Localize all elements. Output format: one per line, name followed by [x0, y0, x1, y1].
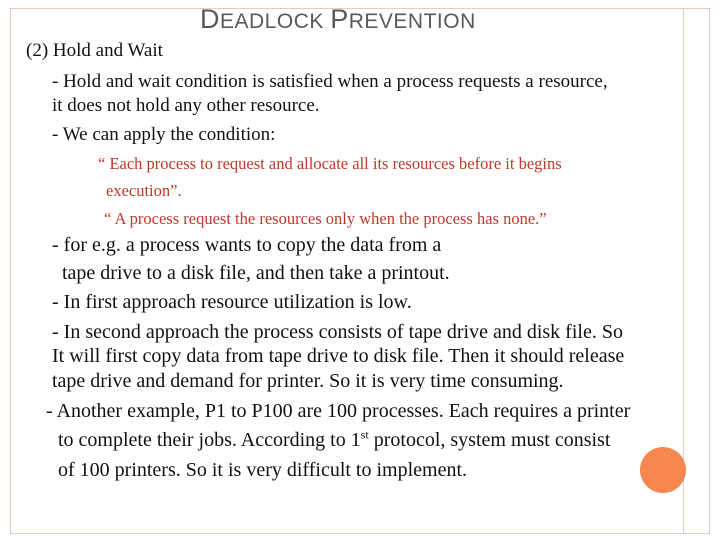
quote-line: “ A process request the resources only when the process has none.” [104, 209, 547, 228]
text-line: - We can apply the condition: [52, 124, 276, 145]
body-line: - In second approach the process consists of tape drive and disk file. So [52, 321, 623, 343]
quote-line: execution”. [106, 181, 182, 200]
text-line: - Hold and wait condition is satisfied when a process requests a resource, [52, 71, 608, 92]
protocol-line: to complete their jobs. According to 1st protocol, system must consist [58, 427, 611, 451]
body-line: - Another example, P1 to P100 are 100 processes. Each requires a printer [46, 400, 631, 422]
slide-title: DEADLOCK PREVENTION [200, 4, 476, 34]
quote-line: “ Each process to request and allocate all its resources before it begins [98, 154, 562, 173]
body-line: tape drive to a disk file, and then take a printout. [62, 262, 450, 284]
section-heading: (2) Hold and Wait [26, 40, 163, 61]
slide-frame-line [683, 8, 684, 534]
text-line: it does not hold any other resource. [52, 95, 320, 116]
body-line: of 100 printers. So it is very difficult to implement. [58, 459, 468, 481]
body-line: - In first approach resource utilization is low. [52, 291, 412, 313]
body-line: tape drive and demand for printer. So it is very time consuming. [52, 370, 564, 392]
body-line: It will first copy data from tape drive to disk file. Then it should release [52, 345, 625, 367]
decorative-circle [640, 447, 686, 493]
body-line: - for e.g. a process wants to copy the data from a [52, 234, 442, 256]
